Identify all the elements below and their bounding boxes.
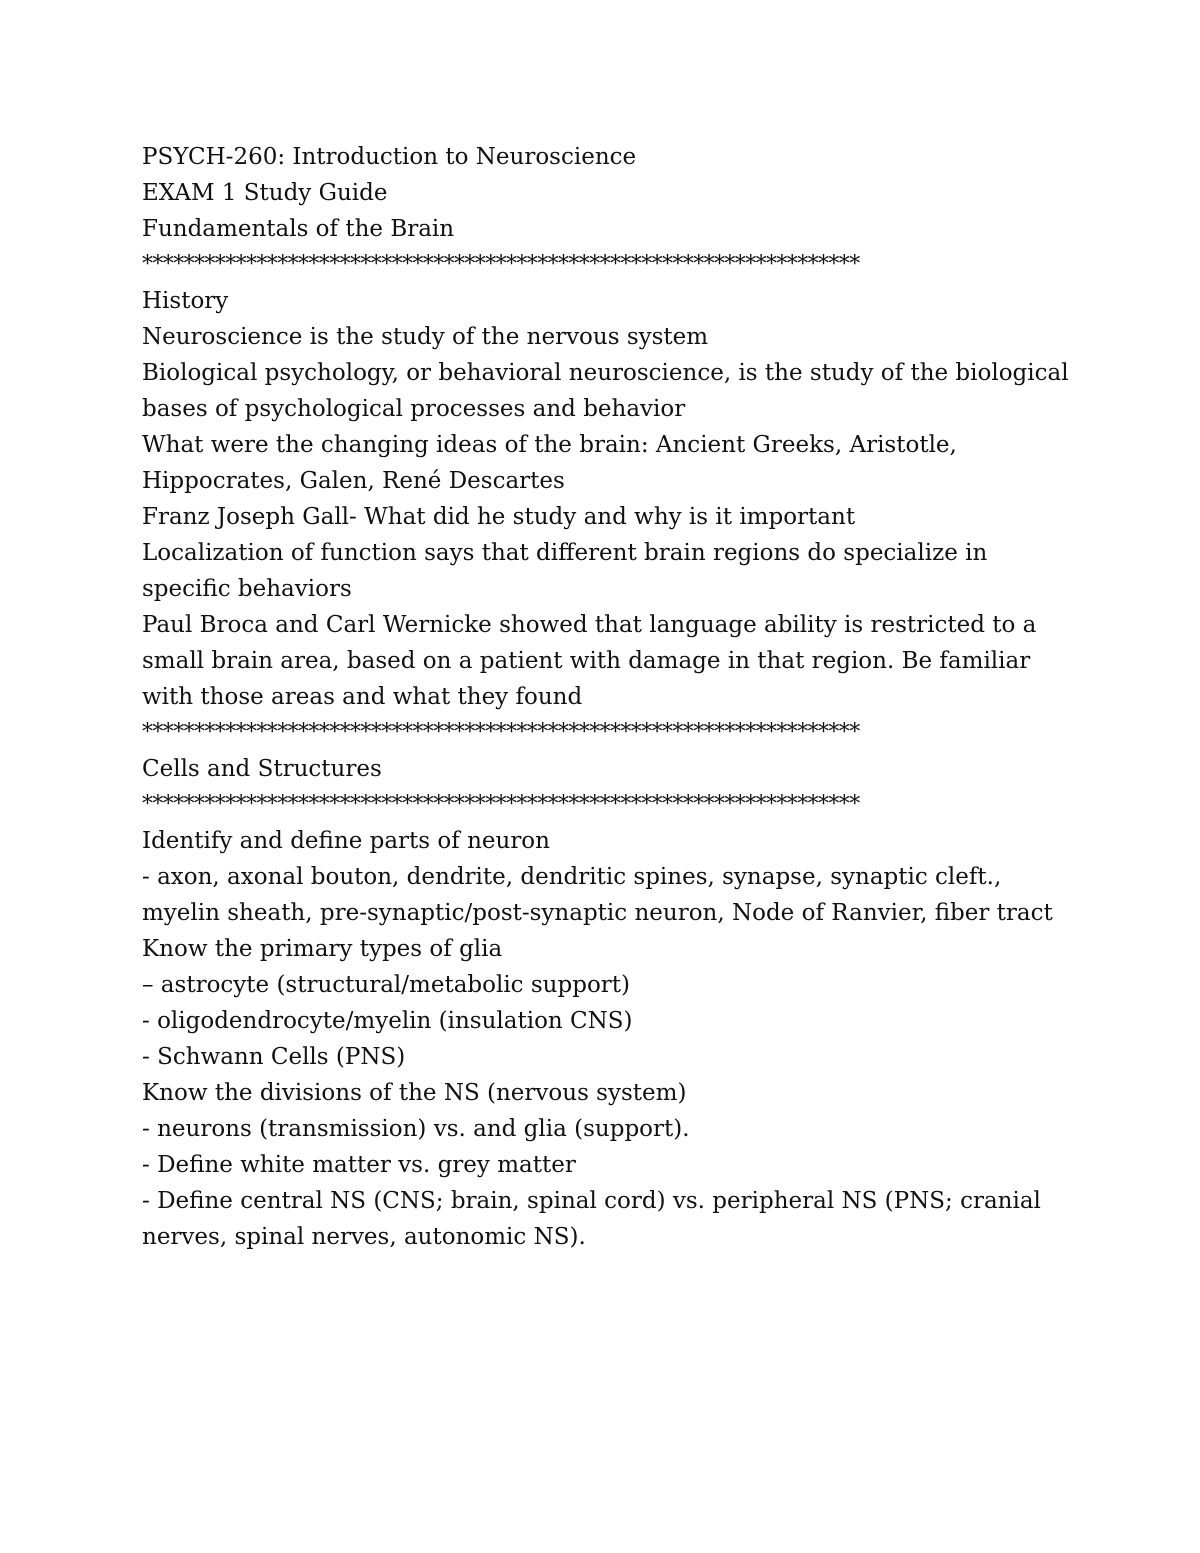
cells-line: - Define central NS (CNS; brain, spinal cord) vs. peripheral NS (PNS; cranial nerves, spinal nerves, autonomic NS). [142,1188,1049,1250]
cells-line: - Schwann Cells (PNS) [142,1044,406,1070]
section-heading-cells: Cells and Structures [142,756,382,782]
cells-line: Know the primary types of glia [142,936,503,962]
cells-line: - axon, axonal bouton, dendrite, dendritic spines, synapse, synaptic cleft., myelin sheath, pre-synaptic/post-synaptic neuron, Node of Ranvier, fiber tract [142,864,1053,926]
cells-line: - neurons (transmission) vs. and glia (support). [142,1116,690,1142]
cells-line: Know the divisions of the NS (nervous system) [142,1080,687,1106]
cells-line: - Define white matter vs. grey matter [142,1152,576,1178]
document-subtitle: Fundamentals of the Brain [142,216,455,242]
history-line: Paul Broca and Carl Wernicke showed that language ability is restricted to a small brain area, based on a patient with damage in that region. Be familiar with those areas and what they found [142,612,1044,710]
document-body [142,139,1076,1255]
cells-line: – astrocyte (structural/metabolic support) [142,972,630,998]
history-line: What were the changing ideas of the brain: Ancient Greeks, Aristotle, Hippocrates, Galen, René Descartes [142,432,965,494]
cells-line: Identify and define parts of neuron [142,828,550,854]
history-line: Neuroscience is the study of the nervous system [142,324,709,350]
history-line: Franz Joseph Gall- What did he study and why is it important [142,504,856,530]
section-heading-history: History [142,288,229,314]
course-title: PSYCH-260: Introduction to Neuroscience [142,144,637,170]
separator-line: ********************************************************************* [142,792,860,817]
exam-title: EXAM 1 Study Guide [142,180,388,206]
separator-line: ********************************************************************* [142,252,860,277]
history-line: Localization of function says that different brain regions do specialize in specific behaviors [142,540,995,602]
separator-line: ********************************************************************* [142,720,860,745]
history-line: Biological psychology, or behavioral neuroscience, is the study of the biological bases of psychological processes and behavior [142,360,1076,422]
cells-line: - oligodendrocyte/myelin (insulation CNS) [142,1008,633,1034]
